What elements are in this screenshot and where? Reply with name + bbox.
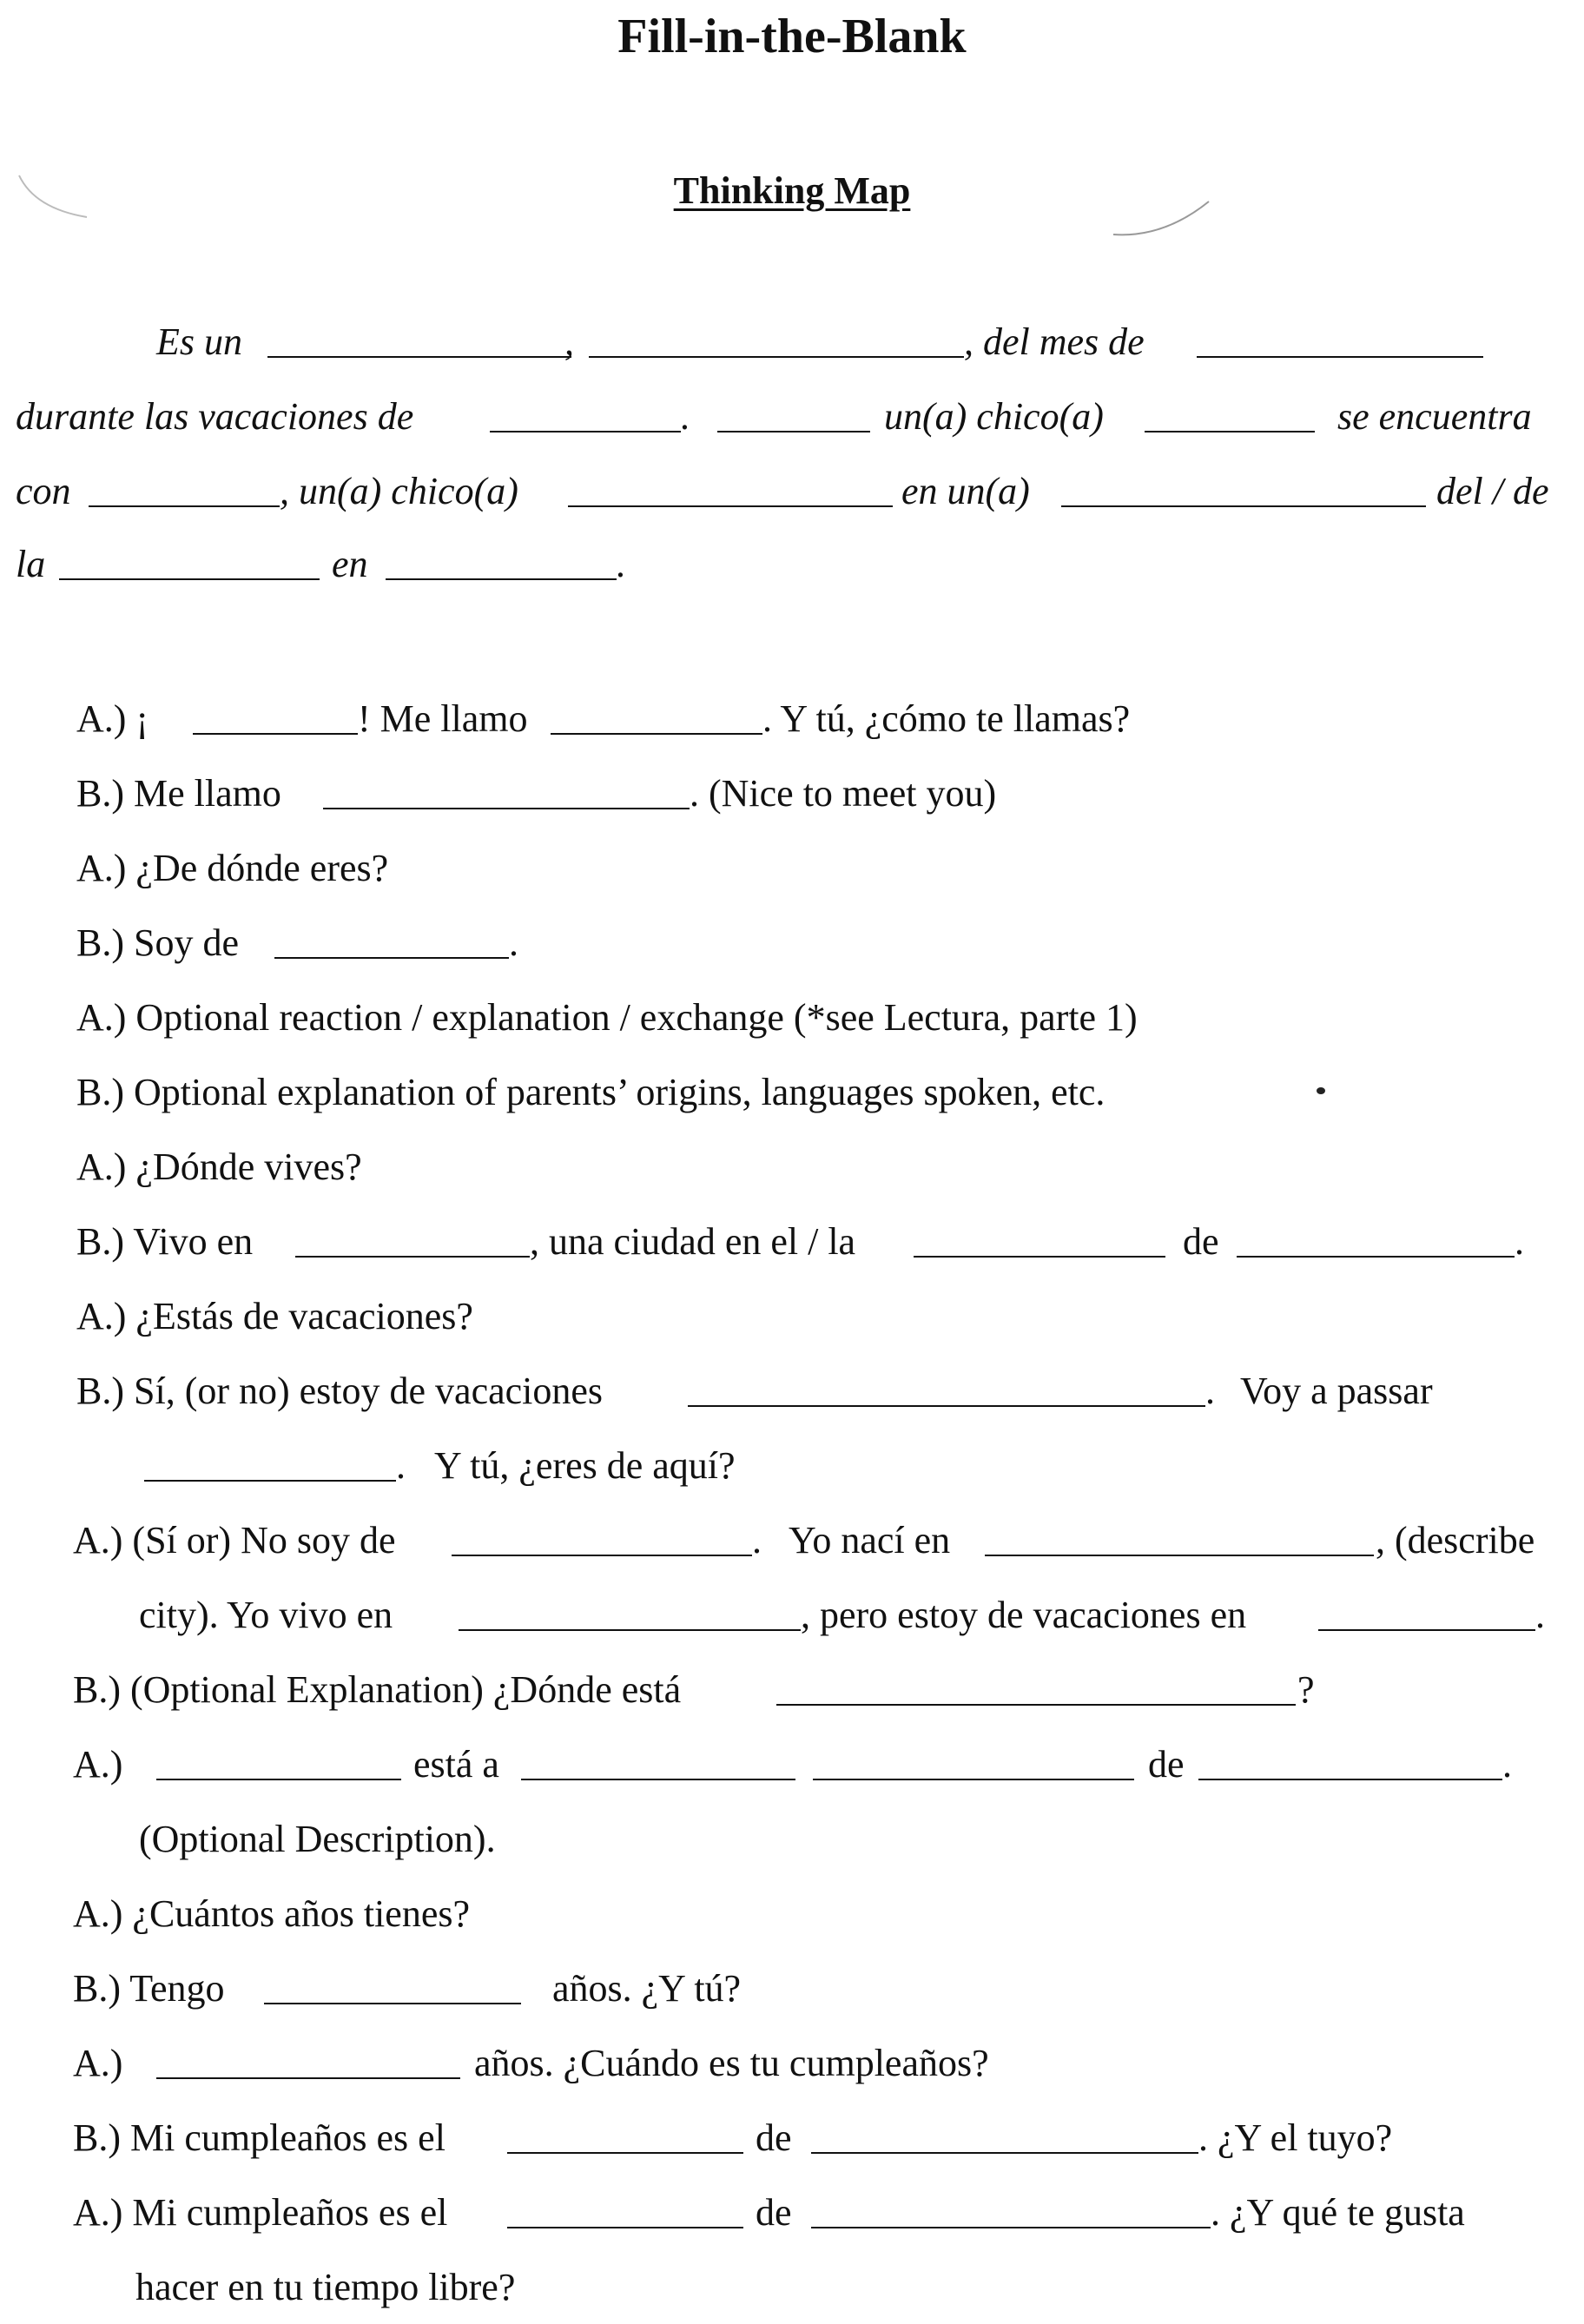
blank-field[interactable] xyxy=(776,1704,1296,1706)
text: de xyxy=(1148,1743,1185,1786)
blank-field[interactable] xyxy=(193,733,358,735)
text: en un(a) xyxy=(901,470,1030,512)
text: B.) Mi cumpleaños es el xyxy=(73,2116,446,2159)
text: . xyxy=(681,395,690,438)
blank-field[interactable] xyxy=(589,356,964,358)
text: . xyxy=(1502,1743,1512,1786)
text: años. ¿Y tú? xyxy=(552,1967,742,2010)
blank-field[interactable] xyxy=(507,2152,743,2154)
blank-field[interactable] xyxy=(89,505,280,507)
text: . Y tú, ¿cómo te llamas? xyxy=(762,697,1131,740)
blank-field[interactable] xyxy=(323,808,690,809)
blank-field[interactable] xyxy=(274,957,509,959)
blank-field[interactable] xyxy=(551,733,762,735)
dialogue-line xyxy=(0,1652,1584,1726)
text: la xyxy=(16,543,46,585)
blank-field[interactable] xyxy=(1318,1629,1535,1631)
text: . xyxy=(617,543,626,585)
text: Yo nací en xyxy=(789,1519,951,1561)
text: A.) ¿Cuántos años tienes? xyxy=(73,1892,470,1935)
paragraph-line-2 xyxy=(0,379,1584,453)
dialogue-line xyxy=(0,1129,1584,1204)
text: un(a) chico(a) xyxy=(884,395,1104,438)
blank-field[interactable] xyxy=(295,1256,530,1258)
text: , una ciudad en el / la xyxy=(530,1220,856,1263)
text: A.) xyxy=(73,1743,123,1786)
text: A.) ¿Estás de vacaciones? xyxy=(76,1295,473,1337)
blank-field[interactable] xyxy=(386,578,617,580)
text: A.) Optional reaction / explanation / exchange (*see Lectura, parte 1) xyxy=(76,996,1138,1039)
blank-field[interactable] xyxy=(1237,1256,1515,1258)
dialogue-line xyxy=(0,980,1584,1054)
paragraph-line-4 xyxy=(0,526,1584,601)
section-title: Thinking Map xyxy=(673,169,911,212)
text: . ¿Y el tuyo? xyxy=(1198,2116,1393,2159)
blank-field[interactable] xyxy=(811,2227,1211,2228)
blank-field[interactable] xyxy=(1198,1779,1502,1780)
dialogue-line xyxy=(0,1876,1584,1951)
dialogue-line xyxy=(0,1951,1584,2025)
dialogue-line xyxy=(0,1801,1584,1876)
text: , (describe xyxy=(1376,1519,1535,1561)
text: . ¿Y qué te gusta xyxy=(1211,2191,1465,2234)
dialogue-line xyxy=(0,2100,1584,2175)
blank-field[interactable] xyxy=(568,505,893,507)
blank-field[interactable] xyxy=(59,578,320,580)
dialogue-line xyxy=(0,2025,1584,2100)
text: , un(a) chico(a) xyxy=(280,470,518,512)
dialogue-line xyxy=(0,830,1584,905)
blank-field[interactable] xyxy=(507,2227,743,2228)
text: de xyxy=(1183,1220,1219,1263)
text: . xyxy=(752,1519,762,1561)
blank-field[interactable] xyxy=(490,431,681,432)
text: Es un xyxy=(156,320,242,363)
paragraph-line-3 xyxy=(0,453,1584,528)
text: del / de xyxy=(1436,470,1549,512)
text: ! Me llamo xyxy=(358,697,528,740)
blank-field[interactable] xyxy=(914,1256,1165,1258)
scan-speck xyxy=(1317,1087,1325,1094)
blank-field[interactable] xyxy=(688,1405,1205,1407)
blank-field[interactable] xyxy=(156,2077,460,2079)
text: A.) Mi cumpleaños es el xyxy=(73,2191,448,2234)
text: B.) Me llamo xyxy=(76,772,281,815)
blank-field[interactable] xyxy=(1197,356,1483,358)
text: hacer en tu tiempo libre? xyxy=(135,2266,516,2308)
blank-field[interactable] xyxy=(156,1779,401,1780)
dialogue-line xyxy=(0,1353,1584,1428)
dialogue-line xyxy=(0,1278,1584,1353)
text: de xyxy=(756,2191,792,2234)
dialogue-line xyxy=(0,1054,1584,1129)
text: B.) Optional explanation of parents’ origins, languages spoken, etc. xyxy=(76,1071,1106,1113)
text: A.) xyxy=(73,2042,123,2084)
blank-field[interactable] xyxy=(985,1555,1374,1556)
text: en xyxy=(332,543,368,585)
dialogue-line xyxy=(0,756,1584,830)
text: . xyxy=(509,921,518,964)
text: . xyxy=(1515,1220,1524,1263)
dialogue-line xyxy=(0,1577,1584,1652)
dialogue-line xyxy=(0,1428,1584,1502)
dialogue-line xyxy=(0,1502,1584,1577)
dialogue-line xyxy=(0,905,1584,980)
blank-field[interactable] xyxy=(813,1779,1134,1780)
text: A.) (Sí or) No soy de xyxy=(73,1519,396,1561)
text: city). Yo vivo en xyxy=(139,1594,393,1636)
blank-field[interactable] xyxy=(811,2152,1198,2154)
text: B.) Vivo en xyxy=(76,1220,254,1263)
text: . xyxy=(396,1444,406,1487)
text: , xyxy=(564,320,574,363)
text: de xyxy=(756,2116,792,2159)
text: A.) ¡ xyxy=(76,697,149,740)
dialogue-line xyxy=(0,1726,1584,1801)
text: ? xyxy=(1297,1668,1315,1711)
text: . xyxy=(1535,1594,1545,1636)
text: B.) (Optional Explanation) ¿Dónde está xyxy=(73,1668,682,1711)
text: . xyxy=(1205,1370,1215,1412)
dialogue-line xyxy=(0,2175,1584,2249)
blank-field[interactable] xyxy=(1145,431,1315,432)
paragraph-line-1 xyxy=(0,304,1584,379)
dialogue-line xyxy=(0,681,1584,756)
text: A.) ¿De dónde eres? xyxy=(76,847,389,889)
blank-field[interactable] xyxy=(267,356,571,358)
text: Voy a passar xyxy=(1240,1370,1433,1412)
blank-field[interactable] xyxy=(1061,505,1426,507)
text: B.) Sí, (or no) estoy de vacaciones xyxy=(76,1370,604,1412)
text: , pero estoy de vacaciones en xyxy=(801,1594,1247,1636)
text: años. ¿Cuándo es tu cumpleaños? xyxy=(474,2042,989,2084)
text: se encuentra xyxy=(1337,395,1532,438)
dialogue-line xyxy=(0,2249,1584,2324)
text: está a xyxy=(413,1743,499,1786)
text: B.) Soy de xyxy=(76,921,239,964)
blank-field[interactable] xyxy=(452,1555,752,1556)
text: Y tú, ¿eres de aquí? xyxy=(434,1444,736,1487)
text: (Optional Description). xyxy=(139,1818,496,1860)
text: . (Nice to meet you) xyxy=(690,772,997,815)
blank-field[interactable] xyxy=(264,2003,521,2004)
blank-field[interactable] xyxy=(521,1779,795,1780)
blank-field[interactable] xyxy=(459,1629,801,1631)
scan-mark xyxy=(1112,196,1216,240)
text: B.) Tengo xyxy=(73,1967,225,2010)
blank-field[interactable] xyxy=(144,1480,396,1482)
text: durante las vacaciones de xyxy=(16,395,414,438)
text: , del mes de xyxy=(964,320,1145,363)
blank-field[interactable] xyxy=(717,431,870,432)
text: con xyxy=(16,470,71,512)
text: A.) ¿Dónde vives? xyxy=(76,1145,362,1188)
page-title: Fill-in-the-Blank xyxy=(617,10,967,63)
dialogue-line xyxy=(0,1204,1584,1278)
